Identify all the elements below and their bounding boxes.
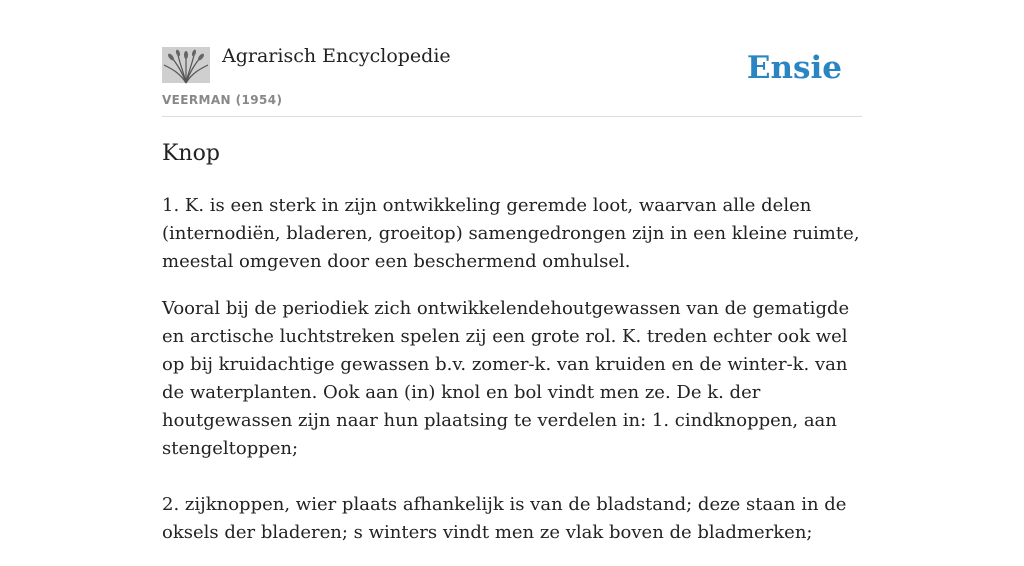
source-header (162, 0, 862, 117)
article-content (162, 138, 862, 566)
wheat-icon (162, 47, 210, 83)
brand-logo-link[interactable]: Ensie (746, 50, 842, 86)
source-author-year: VEERMAN (1954) (162, 93, 283, 107)
entry-title: Knop (162, 141, 220, 166)
source-title-link[interactable]: Agrarisch Encyclopedie (222, 45, 451, 67)
paragraph-3: 2. zijknoppen, wier plaats afhankelijk is van de bladstand; deze staan in de oksels der bladeren; s winters vindt men ze vlak boven de bladmerken; (162, 494, 847, 543)
paragraph-1: 1. K. is een sterk in zijn ontwikkeling geremde loot, waarvan alle delen (internodiën, bladeren, groeitop) samengedrongen zijn in een kleine ruimte, meestal omgeven door een beschermend omhulsel. (162, 195, 860, 272)
paragraph-2: Vooral bij de periodiek zich ontwikkelendehoutgewassen van de gematigde en arctische luchtstreken spelen zij een grote rol. K. treden echter ook wel op bij kruidachtige gewassen b.v. zomer-k. van kruiden en de winter-k. van de waterplanten. Ook aan (in) knol en bol vindt men ze. De k. der houtgewassen zijn naar hun plaatsing te verdelen in: 1. cindknoppen, aan stengeltoppen; (162, 298, 850, 459)
